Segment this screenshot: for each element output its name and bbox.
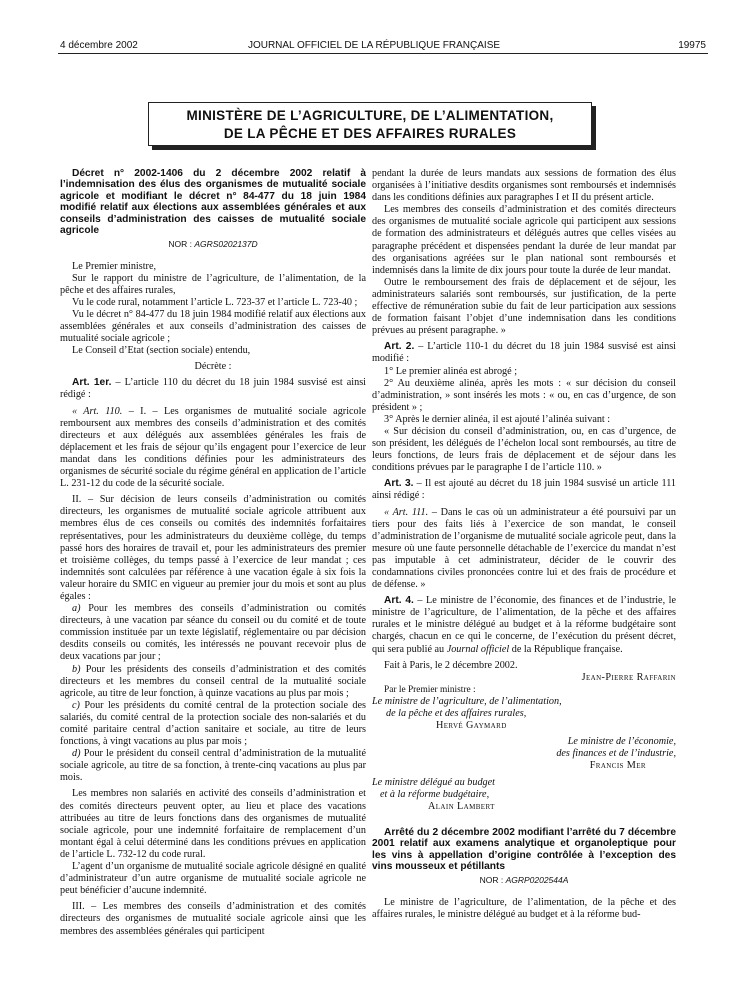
para-II: II. – Sur décision de leurs conseils d’administration ou comités directeurs, les organismes de mutualité sociale agricole attribuent aux membres élus de ces conseils ou comités des indemnités forfaitaires représentatives, pour les administrateurs du deuxième collège, du temps passé hors des horaires de travail et, pour les administrateurs des premier et troisième collèges, du temps passé à l’exercice de leur mandat ; ces indemnités sont calculées par référence à une vacation égale à six fois la valeur horaire du SMIC en vigueur au premier jour du mois et sont au plus égales : [60, 494, 366, 602]
preamble-5: Le Conseil d’Etat (section sociale) entendu, [72, 345, 251, 357]
article-110 [60, 406, 366, 491]
ministry-line-2: DE LA PÊCHE ET DES AFFAIRES RURALES [223, 126, 517, 141]
arrete-nor [372, 874, 676, 886]
left-column [60, 168, 366, 938]
art2-item-4: « Sur décision du conseil d’administration, ou, en cas d’urgence, de son président, les délégués de l’échelon local sont remboursés, au titre de leurs fonctions, de leurs frais de déplacement et de séjour dans les conditions prévues par le paragraphe I de l’article 110. » [372, 425, 676, 474]
decree-nor [60, 238, 366, 250]
header-rule [58, 53, 708, 54]
item-b [60, 664, 366, 700]
article-2 [372, 341, 676, 365]
art4-label: Art. 4. [384, 595, 414, 607]
art2-label: Art. 2. [384, 341, 415, 353]
pm-signature: Jean-Pierre Raffarin [581, 671, 676, 683]
decree-title: Décret n° 2002-1406 du 2 décembre 2002 relatif à l’indemnisation des élus des organismes de mutualité sociale agricole et modifiant le décret n° 84-477 du 18 juin 1984 modifié relatif aux élections aux assemblées générales et aux conseils d’administration des caisses de mutualité sociale agricole [60, 168, 366, 237]
item-b-label: b) [72, 663, 81, 675]
item-d [60, 748, 366, 784]
art2-item-3: 3° Après le dernier alinéa, il est ajouté l’alinéa suivant : [384, 413, 611, 425]
ministry-box [148, 102, 592, 146]
min-eco-signature: Francis Mer [589, 760, 646, 772]
art110-text: – I. – Les organismes de mutualité sociale agricole remboursent aux membres des conseils d’administration et des comités directeurs et aux délégués aux assemblées générales les frais de déplacement et les frais de séjour qu’ils engagent pour l’exercice de leur mandat dans les conditions définies pour les administrateurs des organismes de sécurité sociale du régime général en application de l’article L. 231-12 du code de la sécurité sociale. [60, 405, 366, 490]
article-111 [372, 507, 676, 592]
preamble-1: Le Premier ministre, [72, 260, 157, 272]
article-3 [372, 478, 676, 502]
art3-text: – Il est ajouté au décret du 18 juin 1984 susvisé un article 111 ainsi rédigé : [372, 478, 677, 502]
min-eco-line-1: Le ministre de l’économie, [567, 736, 676, 748]
art4-end: de la République française. [509, 643, 623, 655]
item-a [60, 603, 366, 663]
item-a-label: a) [72, 603, 81, 615]
by-pm: Par le Premier ministre : [384, 684, 476, 695]
item-c-text: Pour les présidents du comité central de la protection sociale des salariés, du comité central de la protection sociale des non-salariés et du comité paritaire central d’action sanitaire et sociale, au titre de leurs fonctions, à vingt vacations au plus par mois ; [60, 699, 366, 748]
min-budget-signature: Alain Lambert [428, 800, 495, 812]
page-number: 19975 [678, 40, 706, 51]
header-date: 4 décembre 2002 [60, 40, 138, 51]
journal-title: JOURNAL OFFICIEL DE LA RÉPUBLIQUE FRANÇAISE [247, 40, 501, 51]
art4-journal: Journal officiel [446, 643, 510, 655]
art110-label: « Art. 110. [72, 405, 123, 417]
art4-text: – Le ministre de l’économie, des finances et de l’industrie, le ministre de l’agriculture, de l’alimentation, de la pêche et des affaires rurales et le ministre délégué au budget et à la réforme budgétaire sont chargés, chacun en ce qui le concerne, de l’exécution du présent décret, qui sera publié au [372, 595, 676, 655]
art111-text: – Dans le cas où un administrateur a été poursuivi par un tiers pour des faits liés à l’exercice de son mandat, le conseil d’administration de l’organisme de mutualité sociale agricole peut, dans la mesure où une faute personnelle détachable de l’exercice du mandat n’est pas imputable à cet administrateur, décider de le couvrir des condamnations civiles prononcées contre lui et des frais de procédure et de défense. » [372, 506, 676, 591]
min-agri-signature: Hervé Gaymard [436, 720, 507, 732]
article-4 [372, 595, 676, 655]
min-eco-line-2: des finances et de l’industrie, [556, 748, 676, 760]
art111-label: « Art. 111. [384, 506, 429, 518]
article-1 [60, 377, 366, 401]
preamble-4: Vu le décret n° 84-477 du 18 juin 1984 modifié relatif aux élections aux assemblées générales et aux conseils d’administration des caisses de mutualité sociale agricole ; [60, 308, 366, 345]
item-a-text: Pour les membres des conseils d’administration ou comités directeurs, à une vacation par séance du conseil ou du comité et de toute commission instituée par un texte législatif, réglementaire ou par décision desdits conseils ou comités, les intéressés ne pouvant recevoir plus de deux vacations par jour ; [60, 603, 366, 663]
item-d-label: d) [72, 748, 81, 760]
decrete: Décrète : [194, 361, 232, 373]
para-agent: L’agent d’un organisme de mutualité sociale agricole désigné en qualité d’administrateur d’un autre organisme de mutualité sociale agricole ne peut bénéficier d’aucune indemnité. [60, 861, 366, 897]
arrete-title: Arrêté du 2 décembre 2002 modifiant l’arrêté du 7 décembre 2001 relatif aux examens analytique et organoleptique pour les vins à appellation d’origine contrôlée à l’exception des vins mousseux et pétillants [372, 826, 676, 872]
right-para-2: Les membres des conseils d’administration et des comités directeurs des organismes de mutualité sociale agricole qui participent aux sessions de formation des administrateurs et délégués autres que celles visées au paragraphe précédent et dispensées pendant la durée de leur mandat par des organisations agréées sur le plan national sont remboursés et indemnisés dans la limite de dix jours pour toute la durée de leur mandat. [372, 204, 676, 276]
min-agri-line-1: Le ministre de l’agriculture, de l’alimentation, [372, 695, 562, 707]
nor-label: NOR : [168, 239, 195, 250]
right-para-1: pendant la durée de leurs mandats aux sessions de formation des élus organisées à l’initiative desdits organismes sont remboursés et indemnisés dans les conditions définies aux paragraphes I et II du présent article. [372, 168, 676, 204]
right-para-3: Outre le remboursement des frais de déplacement et de séjour, les administrateurs salariés sont remboursés, sur justification, de la perte effective de rémunération subie du fait de leur participation aux sessions de formation faisant l’objet d’une indemnisation dans les conditions prévues au présent paragraphe. » [372, 276, 676, 337]
art1-label: Art. 1er. [72, 377, 112, 389]
min-budget-line-1: Le ministre délégué au budget [372, 776, 495, 788]
arrete-nor-code: AGRP0202544A [505, 875, 569, 886]
art2-item-2: 2° Au deuxième alinéa, après les mots : « sur décision du conseil d’administration, » sont insérés les mots : « ou, en cas d’urgence, de son président » ; [372, 377, 676, 413]
right-column [372, 168, 676, 921]
art2-text: – L’article 110-1 du décret du 18 juin 1984 susvisé est ainsi modifié : [372, 341, 676, 365]
arrete-start: Le ministre de l’agriculture, de l’alimentation, de la pêche et des affaires rurales, le ministre délégué au budget et à la réforme bud- [372, 896, 676, 920]
para-non-salaries: Les membres non salariés en activité des conseils d’administration et des comités directeurs peuvent opter, au lieu et place des vacations attribuées au titre de leurs fonctions dans des organismes de mutualité sociale agricole, pour une indemnité forfaitaire de remplacement d’un montant égal à celui déterminé dans les conditions prévues en application de l’article L. 732-12 du code rural. [60, 788, 366, 860]
arrete-nor-label: NOR : [479, 875, 506, 886]
min-agri-line-2: de la pêche et des affaires rurales, [386, 708, 527, 720]
art2-item-1: 1° Le premier alinéa est abrogé ; [384, 365, 518, 377]
art3-label: Art. 3. [384, 478, 414, 490]
preamble-3: Vu le code rural, notamment l’article L. 723-37 et l’article L. 723-40 ; [72, 296, 358, 308]
item-d-text: Pour le président du conseil central d’administration de la mutualité sociale agricole, au titre de sa fonction, à trente-cinq vacations au plus par mois. [60, 748, 366, 784]
min-budget-line-2: et à la réforme budgétaire, [380, 788, 490, 800]
done-at: Fait à Paris, le 2 décembre 2002. [384, 659, 518, 671]
ministry-line-1: MINISTÈRE DE L’AGRICULTURE, DE L’ALIMENTATION, [186, 108, 554, 123]
nor-code: AGRS0202137D [194, 239, 258, 250]
preamble-2: Sur le rapport du ministre de l’agriculture, de l’alimentation, de la pêche et des affaires rurales, [60, 272, 366, 296]
item-c [60, 700, 366, 748]
para-III: III. – Les membres des conseils d’administration et des comités directeurs des organismes de mutualité sociale agricole ainsi que les membres des assemblées générales qui participent [60, 901, 366, 937]
item-c-label: c) [72, 699, 80, 711]
art1-text: – L’article 110 du décret du 18 juin 1984 susvisé est ainsi rédigé : [60, 377, 366, 401]
item-b-text: Pour les présidents des conseils d’administration et des comités directeurs et les membres du conseil central de la mutualité sociale agricole, au titre de leur fonction, à quinze vacations au plus par mois ; [60, 663, 366, 699]
